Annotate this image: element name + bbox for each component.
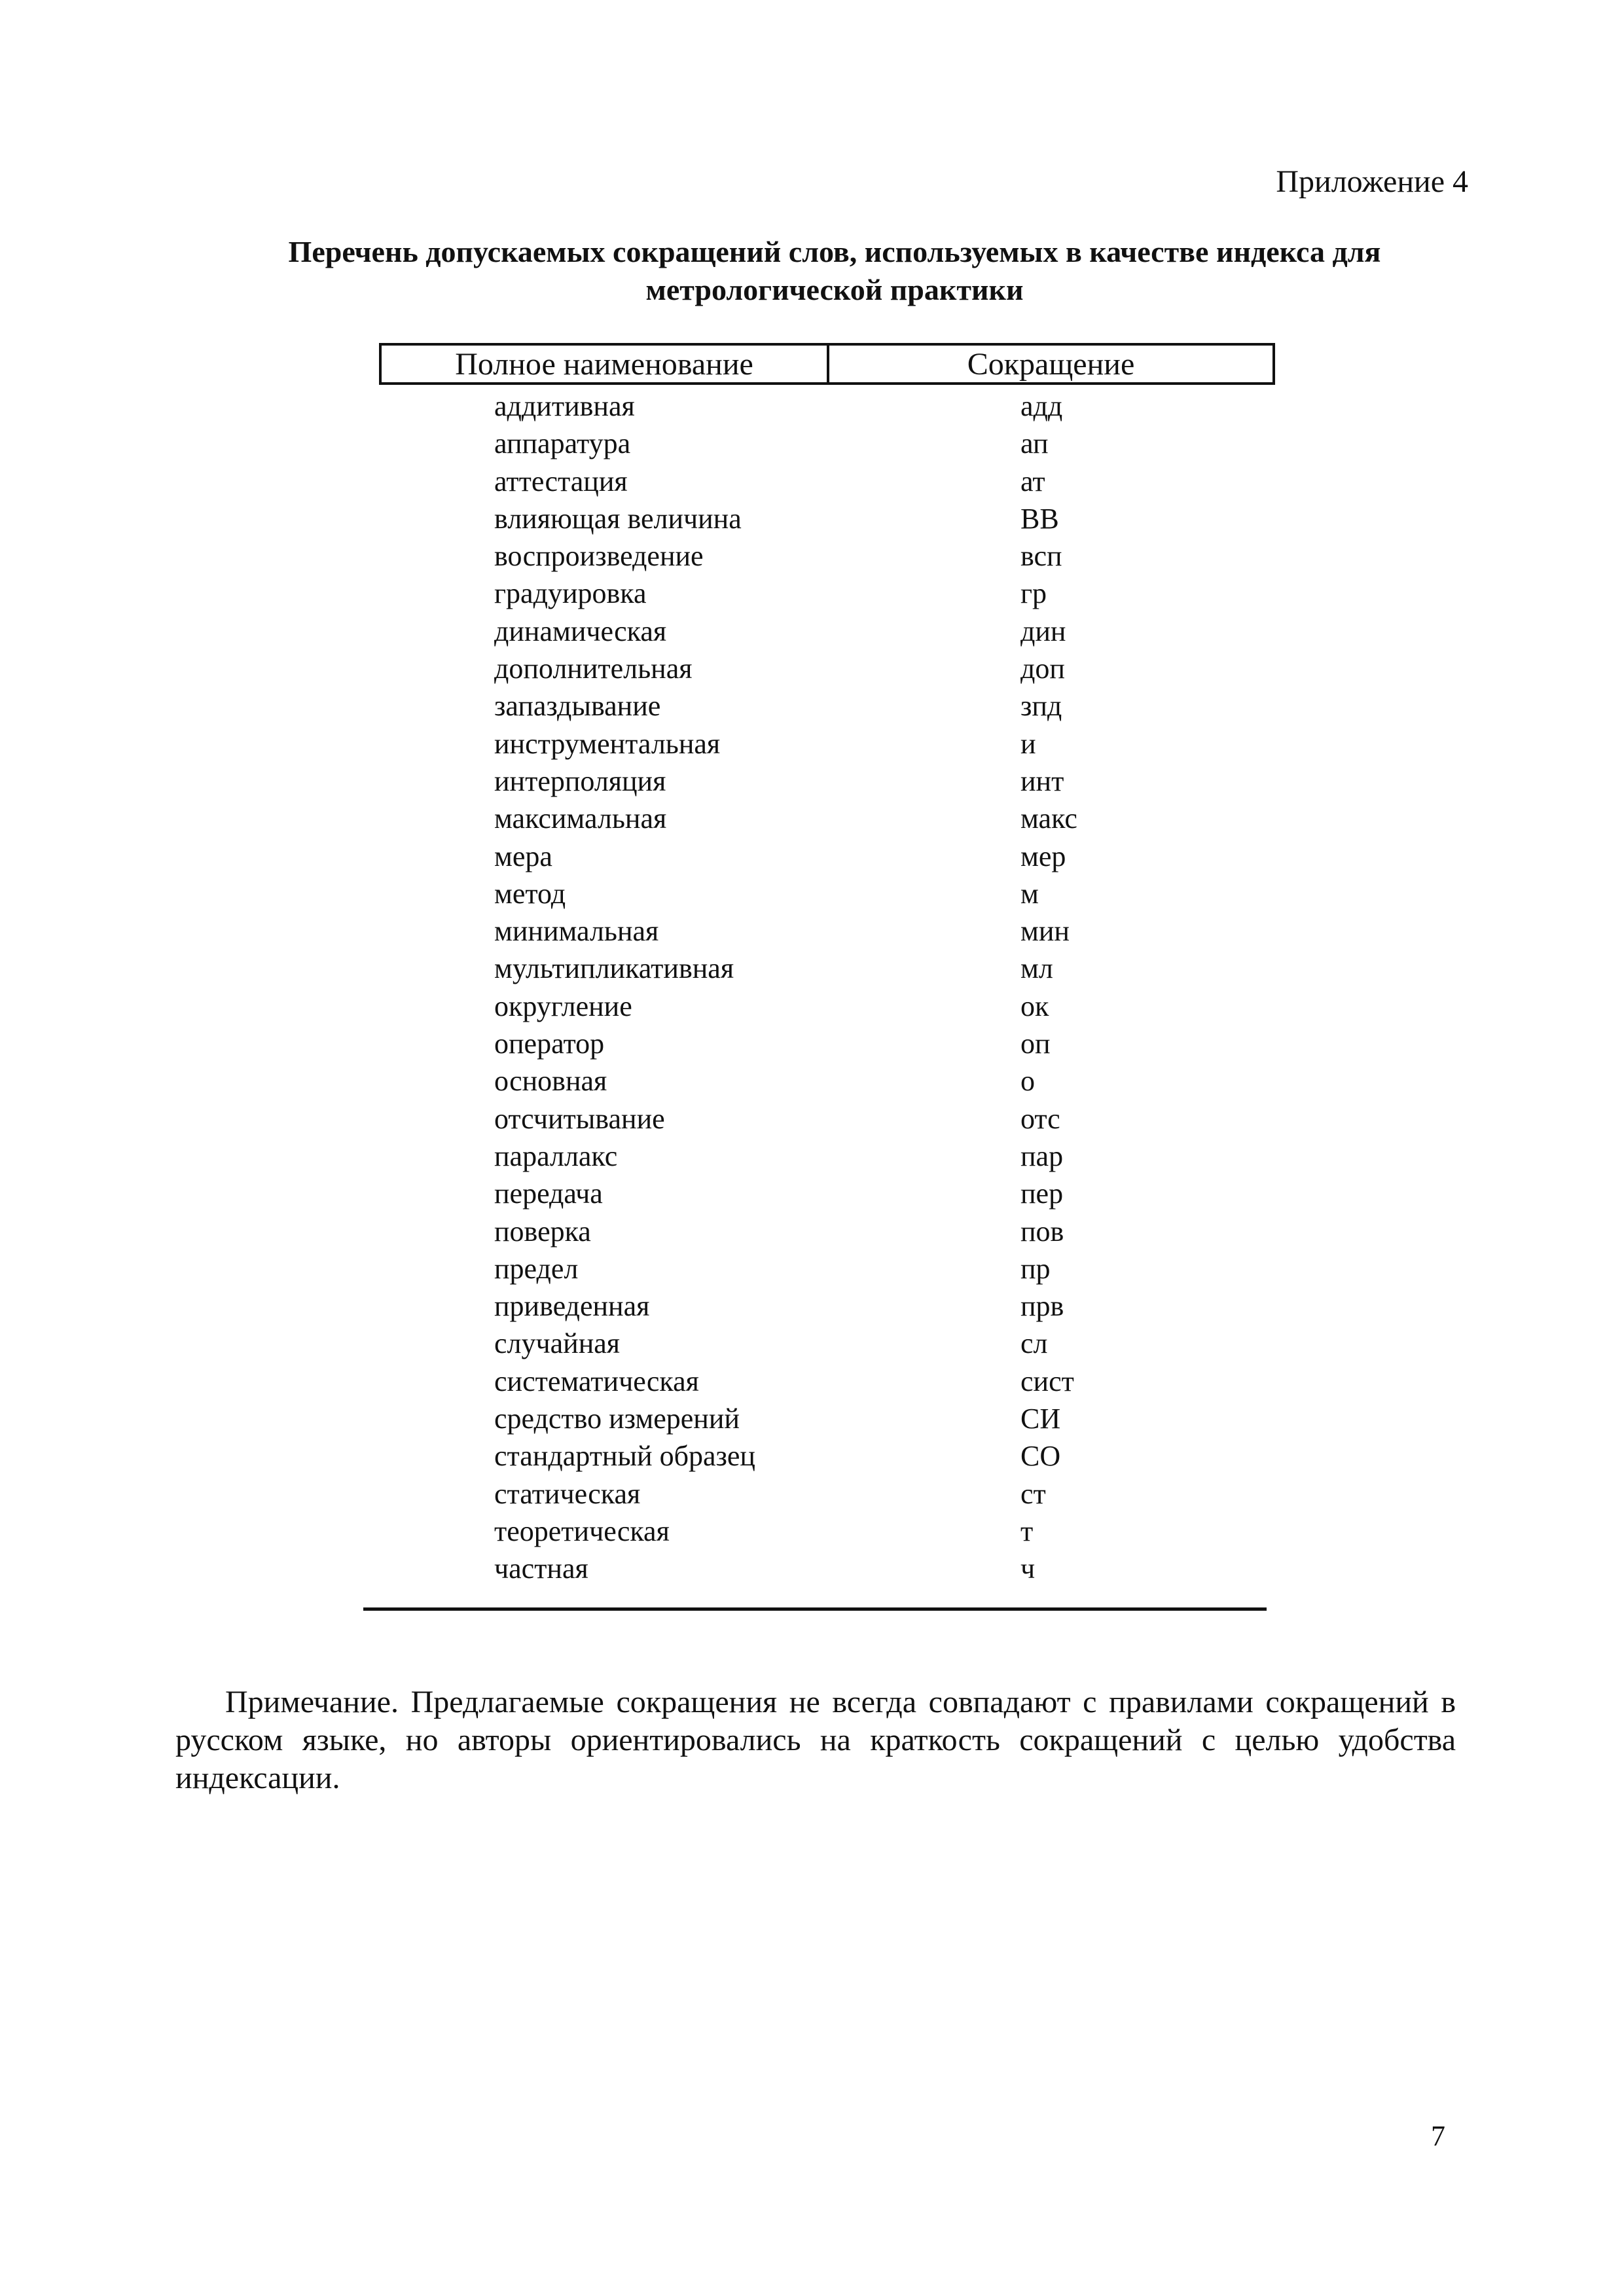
row-full-name: предел [494,1252,579,1285]
table-row [379,950,1275,987]
row-abbreviation: оп [1020,1028,1051,1060]
row-abbreviation: пов [1020,1215,1064,1247]
row-abbreviation: гр [1020,577,1047,610]
document-title [196,233,1473,309]
row-abbreviation: и [1020,727,1036,760]
row-full-name: приведенная [494,1290,650,1323]
row-abbreviation: СИ [1020,1403,1061,1435]
table-bottom-rule [363,1607,1267,1611]
table-row [379,1213,1275,1250]
row-full-name: средство измерений [494,1403,740,1435]
row-full-name: параллакс [494,1139,618,1172]
row-abbreviation: пер [1020,1177,1064,1210]
table-row [379,1175,1275,1212]
row-abbreviation: т [1020,1515,1034,1547]
table-row [379,838,1275,875]
row-abbreviation: ч [1020,1552,1036,1585]
row-abbreviation: пр [1020,1252,1051,1285]
page-number: 7 [1431,2120,1445,2152]
row-abbreviation: о [1020,1065,1035,1098]
row-full-name: аппаратура [494,427,631,460]
table-row [379,725,1275,762]
table-row [379,1250,1275,1287]
row-full-name: аттестация [494,465,628,497]
row-abbreviation: дин [1020,615,1066,647]
table-row [379,687,1275,725]
table-row [379,1513,1275,1550]
row-abbreviation: доп [1020,653,1065,685]
table-row [379,762,1275,800]
row-abbreviation: инт [1020,764,1064,797]
row-full-name: максимальная [494,802,667,835]
row-full-name: отсчитывание [494,1102,665,1135]
row-abbreviation: ст [1020,1477,1046,1510]
header-abbreviation: Сокращение [967,347,1135,382]
row-full-name: мера [494,840,552,872]
row-full-name: случайная [494,1327,621,1360]
row-full-name: частная [494,1552,588,1585]
table-row [379,1100,1275,1138]
table-row [379,613,1275,650]
table-row [379,1363,1275,1400]
row-full-name: дополнительная [494,653,693,685]
row-abbreviation: мин [1020,915,1070,948]
table-header [379,343,1275,385]
note-paragraph: Примечание. Предлагаемые сокращения не всегда совпадают с правилами сокращений в русском языке, но авторы ориентировались на краткость сокращений с целью удобства индексации. [175,1685,1456,1795]
row-abbreviation: зпд [1020,690,1062,723]
table-row [379,1062,1275,1100]
row-abbreviation: мер [1020,840,1066,872]
row-full-name: округление [494,990,632,1022]
row-abbreviation: сл [1020,1327,1048,1360]
table-row [379,875,1275,912]
row-full-name: передача [494,1177,603,1210]
row-full-name: основная [494,1065,607,1098]
table-row [379,1550,1275,1587]
table-row [379,1325,1275,1362]
row-full-name: поверка [494,1215,591,1247]
table-row [379,1287,1275,1325]
table-row [379,537,1275,575]
row-full-name: стандартный образец [494,1440,755,1473]
row-full-name: теоретическая [494,1515,670,1547]
row-abbreviation: отс [1020,1102,1060,1135]
row-abbreviation: ап [1020,427,1049,460]
table-row [379,463,1275,500]
row-abbreviation: ок [1020,990,1049,1022]
row-full-name: минимальная [494,915,659,948]
row-abbreviation: прв [1020,1290,1064,1323]
row-full-name: статическая [494,1477,641,1510]
row-full-name: систематическая [494,1365,699,1397]
row-abbreviation: сист [1020,1365,1074,1397]
table-row [379,1400,1275,1437]
row-abbreviation: м [1020,877,1039,910]
row-full-name: инструментальная [494,727,721,760]
row-full-name: аддитивная [494,390,635,422]
appendix-label: Приложение 4 [1276,164,1468,199]
row-full-name: воспроизведение [494,540,704,573]
table-row [379,1025,1275,1062]
table-row [379,387,1275,425]
row-abbreviation: всп [1020,540,1062,573]
row-abbreviation: ВВ [1020,502,1059,535]
row-full-name: интерполяция [494,764,666,797]
table-row [379,425,1275,462]
table-row [379,575,1275,612]
row-full-name: мультипликативная [494,952,734,985]
row-abbreviation: СО [1020,1440,1061,1473]
table-row [379,912,1275,950]
row-full-name: запаздывание [494,690,661,723]
row-abbreviation: макс [1020,802,1077,835]
table-row [379,650,1275,687]
abbreviation-table-body [379,387,1275,1588]
row-full-name: влияющая величина [494,502,742,535]
table-row [379,1138,1275,1175]
title-line-1: Перечень допускаемых сокращений слов, используемых в качестве индекса для [288,235,1381,268]
row-full-name: метод [494,877,566,910]
table-row [379,500,1275,537]
row-abbreviation: пар [1020,1139,1064,1172]
row-abbreviation: ат [1020,465,1045,497]
header-full-name: Полное наименование [382,346,829,382]
table-row [379,1475,1275,1513]
table-row [379,800,1275,837]
table-row [379,1437,1275,1475]
row-abbreviation: мл [1020,952,1053,985]
row-full-name: оператор [494,1028,605,1060]
row-full-name: динамическая [494,615,667,647]
title-line-2: метрологической практики [645,273,1024,306]
row-abbreviation: адд [1020,390,1063,422]
row-full-name: градуировка [494,577,647,610]
table-row [379,988,1275,1025]
